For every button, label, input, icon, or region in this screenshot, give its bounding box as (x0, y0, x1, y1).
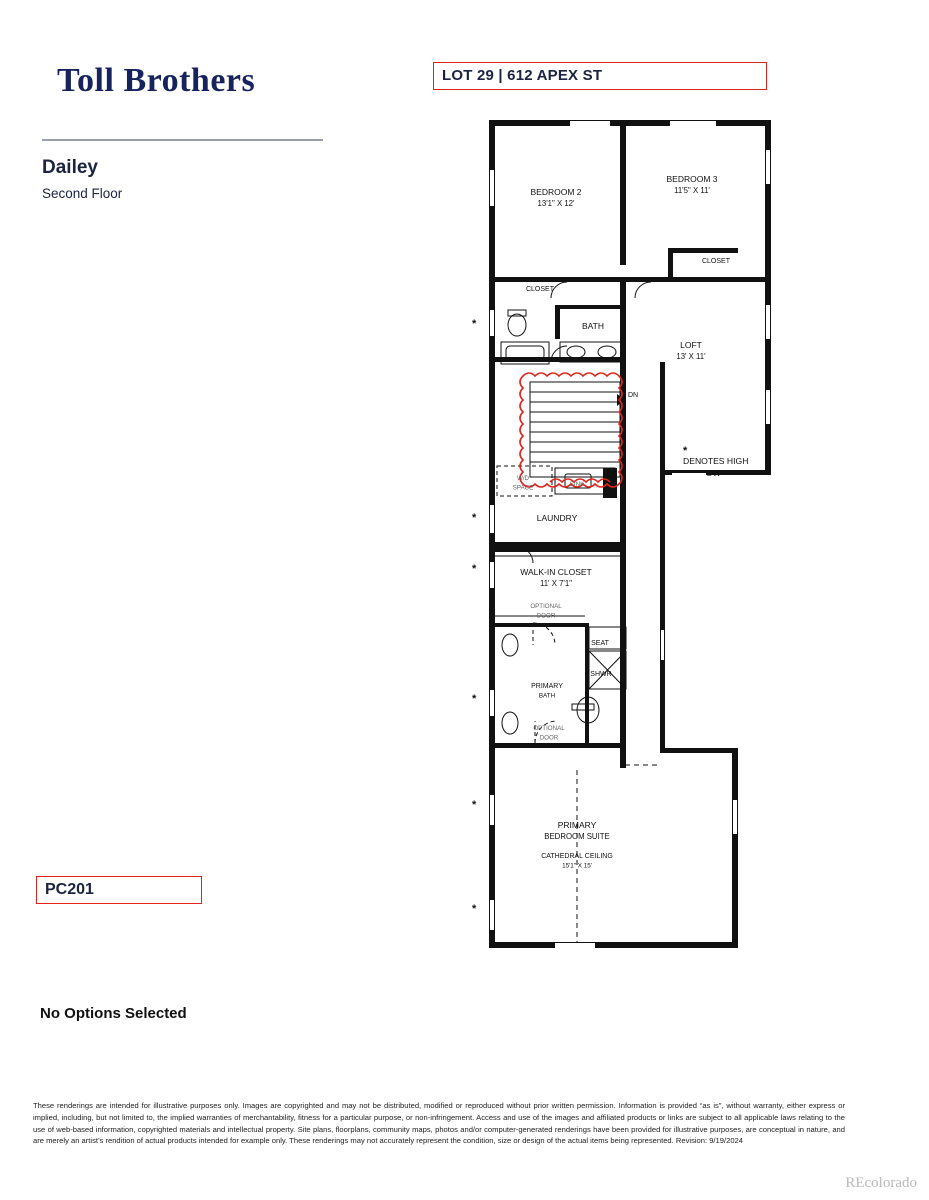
room-label-bedroom-2: BEDROOM 2 (530, 187, 582, 197)
room-label-walk-in-closet: WALK-IN CLOSET (520, 567, 592, 577)
high-window-marker: * (472, 903, 477, 915)
room-dims-primary-ceiling: 15'1" X 15' (562, 862, 592, 870)
room-dims-wd-space: SPACE (512, 484, 534, 492)
pc-code-box (36, 876, 202, 904)
room-label-loft: LOFT (680, 340, 702, 350)
room-dims-loft: 13' X 11' (676, 352, 706, 361)
watermark: REcolorado (845, 1175, 917, 1191)
pc-code-label: PC201 (45, 881, 94, 898)
room-label-optional-door-2: OPTIONAL (533, 725, 565, 732)
lot-address-label: LOT 29 | 612 APEX ST (442, 67, 603, 84)
divider (42, 139, 323, 141)
room-label-primary-suite: PRIMARY (557, 820, 597, 830)
room-label-closet-bed3: CLOSET (701, 258, 731, 265)
room-dims-bedroom-2: 13'1" X 12' (537, 199, 575, 208)
room-dims-bedroom-3: 11'5" X 11' (674, 186, 710, 195)
room-dims-walk-in-closet: 11' X 7'1" (539, 579, 573, 588)
high-window-marker: * (472, 512, 477, 524)
room-label-laundry: LAUNDRY (536, 513, 578, 523)
room-label-closet-bed2: CLOSET (525, 286, 555, 293)
high-window-marker: * (472, 693, 477, 705)
room-label-optional-door-1: OPTIONAL (530, 603, 562, 610)
room-label-dn: DN (627, 392, 639, 399)
room-label-bedroom-3: BEDROOM 3 (666, 174, 718, 184)
room-label-sink: SINK (569, 481, 585, 488)
room-dims-primary-suite: BEDROOM SUITE (544, 832, 610, 841)
lot-address-box (433, 62, 767, 90)
options-summary: No Options Selected (40, 1005, 187, 1022)
room-dims-optional-door-1: DOOR (536, 612, 556, 620)
room-label-seat: SEAT (591, 640, 609, 647)
floorplan-drawing (455, 110, 795, 960)
plan-floor-label: Second Floor (42, 186, 123, 201)
room-label-bath: BATH (581, 321, 605, 331)
room-dims-optional-door-2: DOOR (539, 734, 559, 742)
room-label-primary-ceiling: CATHEDRAL CEILING (541, 853, 613, 860)
room-label-shwr: SHWR (590, 671, 612, 678)
room-label-primary-bath: PRIMARY (531, 683, 563, 690)
disclaimer-text: These renderings are intended for illustrative purposes only. Images are copyrighted and may not be distributed, modified or reproduced without prior written permission. Information is provided “as is”, without warranty, either express or implied, including, but not limited to, the implied warranties of merchantability, fitness for a particular purpose, or non-infringement. Access and use of the images and affiliated products or links are subject to all applicable laws relating to the use of web-based information, copyrighted materials and intellectual property. Site plans, floorplans, community maps, photos and/or computer-generated renderings have been provided for illustrative purposes, are conceptual in nature, and are merely an artist’s rendition of actual products intended for example only. These renderings may not accurately represent the condition, size or design of the actual items being represented. Revision: 9/19/2024 (33, 1101, 845, 1146)
high-window-marker: * (472, 799, 477, 811)
legend-line-1: DENOTES HIGH (683, 456, 749, 466)
company-logo: Toll Brothers (57, 62, 256, 99)
room-label-wd-space: W/D (516, 475, 530, 482)
wall-fill (489, 120, 771, 948)
room-dims-primary-bath: BATH (538, 692, 556, 700)
plan-name: Dailey (42, 157, 98, 178)
high-window-marker: * (472, 318, 477, 330)
window-openings (490, 121, 770, 948)
high-window-marker: * (683, 445, 688, 457)
high-window-marker: * (472, 563, 477, 575)
